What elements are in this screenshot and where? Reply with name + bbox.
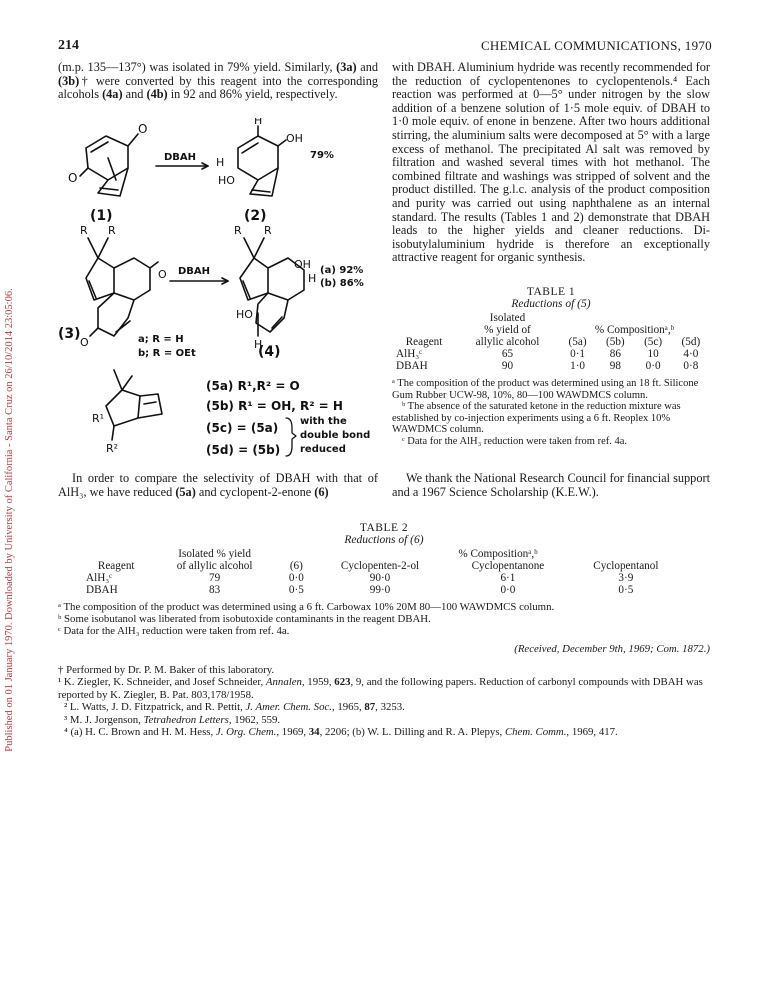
atom-ho-2: HO xyxy=(218,174,235,187)
reference-2 xyxy=(58,701,710,713)
text-run: ⁴ (a) H. C. Brown and H. M. Hess, xyxy=(64,726,216,739)
text-run: , 1969, 417. xyxy=(566,726,618,739)
atom-oh-4: OH xyxy=(294,258,311,271)
table-1-note-a: ᵃ The composition of the product was determined using an 18 ft. Silicone Gum Rubber UCW-98, 10%, 80—100 WAWDMCS column. xyxy=(392,378,699,401)
text-run: Tetrahedron Letters xyxy=(143,713,229,726)
text-run: (m.p. 135—137°) was isolated in 79% yield. Similarly, xyxy=(58,60,337,74)
text-run: , 2206; (b) W. L. Dilling and R. A. Plepys, xyxy=(319,726,505,739)
table-1-number: TABLE 1 xyxy=(526,286,576,298)
table-2-number: TABLE 2 xyxy=(359,522,409,534)
text-run: , 1962, 559. xyxy=(228,713,281,726)
table-2-grid: Isolated % yield % Compositionᵃ,ᵇ Reagent of allylic alcohol (6) Cyclopenten-2-ol Cyclopentanone Cyclopentanol AlH₃ᶜ 79 0·0 90·0 6·1 3·9 DBAH 83 0·5 99·0 0·0 0·5 xyxy=(82,548,682,596)
text-run: In order to compare the selectivity of DBAH with that of AlH₃, we have reduced xyxy=(58,471,378,499)
download-notice xyxy=(2,90,22,950)
left-column-compare xyxy=(58,472,378,499)
text-run: Chem. Comm. xyxy=(504,726,567,739)
text-run: J. Org. Chem. xyxy=(215,726,277,739)
substituent-a: a; R = H xyxy=(138,334,184,345)
text-run: , 1969, xyxy=(276,726,309,739)
footnote-dagger: † Performed by Dr. P. M. Baker of this laboratory. xyxy=(58,664,275,676)
table-row: AlH₃ᶜ 79 0·0 90·0 6·1 3·9 xyxy=(86,572,634,584)
table-2-notes xyxy=(58,601,710,637)
table-2 xyxy=(58,522,710,637)
reagent-label-2: DBAH xyxy=(178,266,211,277)
table-2-caption xyxy=(58,522,710,546)
compound-label-1: (1) xyxy=(90,208,113,224)
table-row: DBAH 90 1·0 98 0·0 0·8 xyxy=(396,360,699,372)
compound-label-3: (3) xyxy=(58,326,81,342)
text-run: (4a) xyxy=(102,87,123,102)
text-run: ³ M. J. Jorgenson, xyxy=(64,713,144,726)
text-run: (6) xyxy=(314,484,329,499)
text-run: in 92 and 86% yield, respectively. xyxy=(167,87,338,102)
footnotes xyxy=(58,664,710,738)
atom-o-1b: O xyxy=(68,171,78,185)
table-1-notes xyxy=(392,378,710,447)
table-1-note-c: ᶜ Data for the AlH₃ reduction were taken from ref. 4a. xyxy=(402,435,628,447)
reagent-label-1: DBAH xyxy=(164,152,197,163)
atom-ho-4: HO xyxy=(236,308,253,321)
atom-r-4a: R xyxy=(234,224,242,237)
atom-oh-2: OH xyxy=(286,132,303,145)
page-number: 214 xyxy=(58,38,79,53)
atom-o-1a: O xyxy=(138,122,148,136)
text-run: and xyxy=(356,60,378,74)
compound-label-2: (2) xyxy=(244,208,267,224)
download-notice-text: Published on 01 January 1970. Downloaded by University of California - Santa Cruz on 26/10/2014 23:05:06. xyxy=(4,288,15,752)
text-run: (5a) xyxy=(175,484,196,499)
text-run: ² L. Watts, J. D. Fitzpatrick, and R. Pettit, xyxy=(64,701,246,714)
table-1-note-b: ᵇ The absence of the saturated ketone in the reduction mixture was established by co-injection experiments using a 6 ft. Reoplex 10% WAWDMCS column. xyxy=(392,401,681,435)
received-date: (Received, December 9th, 1969; Com. 1872.) xyxy=(514,643,710,655)
text-run: J. Amer. Chem. Soc. xyxy=(245,701,332,714)
compound-3-structure xyxy=(86,238,158,336)
table-2-header-row: Reagent of allylic alcohol (6) Cyclopenten-2-ol Cyclopentanone Cyclopentanol xyxy=(97,560,659,572)
text-run: 623 xyxy=(334,676,351,689)
compound-1-structure xyxy=(80,134,138,196)
atom-r2-5: R² xyxy=(106,442,119,455)
yield-4b: (b) 86% xyxy=(320,278,364,289)
table-2-title: Reductions of (6) xyxy=(344,534,424,546)
reference-4 xyxy=(58,726,710,738)
atom-h-2a: H xyxy=(254,118,263,127)
right-column-text: with DBAH. Aluminium hydride was recently recommended for the reduction of cyclopentenones to cyclopentenols.⁴ Each reaction was performed at 0—5° under nitrogen by the slow addition of a benzene solution of 1·5 mole equiv. of DBAH to 1·0 mole equiv. of enone in benzene. After two hours additional stirring, the aluminium salts were decomposed at 5° with a large excess of methanol. The precipitated Al salt was removed by filtration and washed several times with hot methanol. The combined filtrate and washings was stripped of solvent and the product distilled. The g.l.c. analysis of the product composition and purity was carried out using naphthalene as an internal standard. The results (Tables 1 and 2) demonstrate that DBAH leads to the higher yields and cleaner reductions. Di-isobutylaluminium hydride is therefore an exceptionally attractive reagent for organic synthesis. xyxy=(392,60,710,265)
text-run: , 3253. xyxy=(375,701,405,714)
compound-5-structure xyxy=(106,370,162,440)
table-2-note-c: ᶜ Data for the AlH₃ reduction were taken from ref. 4a. xyxy=(58,625,290,637)
yield-4a: (a) 92% xyxy=(320,265,364,276)
table-2-note-b: ᵇ Some isobutanol was liberated from isobutoxide contaminants in the reagent DBAH. xyxy=(58,613,431,625)
compound-4-structure xyxy=(240,238,304,336)
reference-1 xyxy=(58,676,710,701)
definition-5a: (5a) R¹,R² = O xyxy=(206,379,300,393)
atom-r-4b: R xyxy=(264,224,272,237)
brace xyxy=(286,418,296,456)
table-row: DBAH 83 0·5 99·0 0·0 0·5 xyxy=(86,584,634,596)
left-column-intro xyxy=(58,61,378,102)
definition-5b: (5b) R¹ = OH, R² = H xyxy=(206,399,343,413)
compound-label-4: (4) xyxy=(258,344,281,360)
text-run: (3a) xyxy=(336,60,357,74)
text-run: † were converted by this reagent into the corresponding alcohols xyxy=(58,73,378,102)
table-1-caption xyxy=(392,286,710,310)
reference-3 xyxy=(58,714,710,726)
text-run: and xyxy=(122,87,147,102)
atom-r-3a: R xyxy=(80,224,88,237)
text-run: (3b) xyxy=(58,73,80,88)
table-2-note-a: ᵃ The composition of the product was determined using a 6 ft. Carbowax 10% 20M 80—100 WAWDMCS column. xyxy=(58,601,555,613)
definition-5d: (5d) = (5b) xyxy=(206,443,281,457)
table-1-grid: Isolated % yield of % Compositionᵃ,ᵇ Reagent allylic alcohol (5a) (5b) (5c) (5d) AlH₃ᶜ 65 0·1 86 10 4·0 DBAH 90 1·0 98 0·0 0·8 xyxy=(392,312,710,372)
table-1-header-row: Reagent allylic alcohol (5a) (5b) (5c) (5d) xyxy=(405,336,701,348)
text-run: 34 xyxy=(308,726,320,739)
atom-r-3b: R xyxy=(108,224,116,237)
brace-text-3: reduced xyxy=(300,444,346,455)
atom-h-2b: H xyxy=(216,156,225,169)
compound-2-structure xyxy=(238,126,286,196)
brace-text-1: with the xyxy=(300,416,347,427)
atom-h-4b: H xyxy=(254,338,263,351)
acknowledgement: We thank the National Research Council for financial support and a 1967 Science Scholarship (K.E.W.). xyxy=(392,471,710,499)
reaction-scheme xyxy=(58,118,378,468)
brace-text-2: double bond xyxy=(300,430,371,441)
text-run: , 1965, xyxy=(331,701,365,714)
definition-5c: (5c) = (5a) xyxy=(206,421,279,435)
atom-o-3a: O xyxy=(158,268,167,281)
text-run: Annalen xyxy=(265,676,302,689)
text-run: , 9, and the following papers. Reduction of carbonyl compounds with DBAH was reported by K. Ziegler, B. Pat. 803,178/1958. xyxy=(58,676,703,701)
table-row: AlH₃ᶜ 65 0·1 86 10 4·0 xyxy=(396,348,699,360)
substituent-b: b; R = OEt xyxy=(138,348,196,359)
yield-compound-2: 79% xyxy=(310,150,334,161)
atom-r1-5: R¹ xyxy=(92,412,105,425)
text-run: ¹ K. Ziegler, K. Schneider, and Josef Schneider, xyxy=(58,676,266,689)
table-1 xyxy=(392,286,710,447)
atom-h-4a: H xyxy=(308,272,317,285)
text-run: 87 xyxy=(364,701,376,714)
text-run: and cyclopent-2-enone xyxy=(195,484,315,499)
table-1-title: Reductions of (5) xyxy=(511,298,591,310)
text-run: , 1959, xyxy=(301,676,335,689)
atom-o-3b: O xyxy=(80,336,89,349)
text-run: (4b) xyxy=(146,87,168,102)
journal-header: CHEMICAL COMMUNICATIONS, 1970 xyxy=(480,38,712,53)
